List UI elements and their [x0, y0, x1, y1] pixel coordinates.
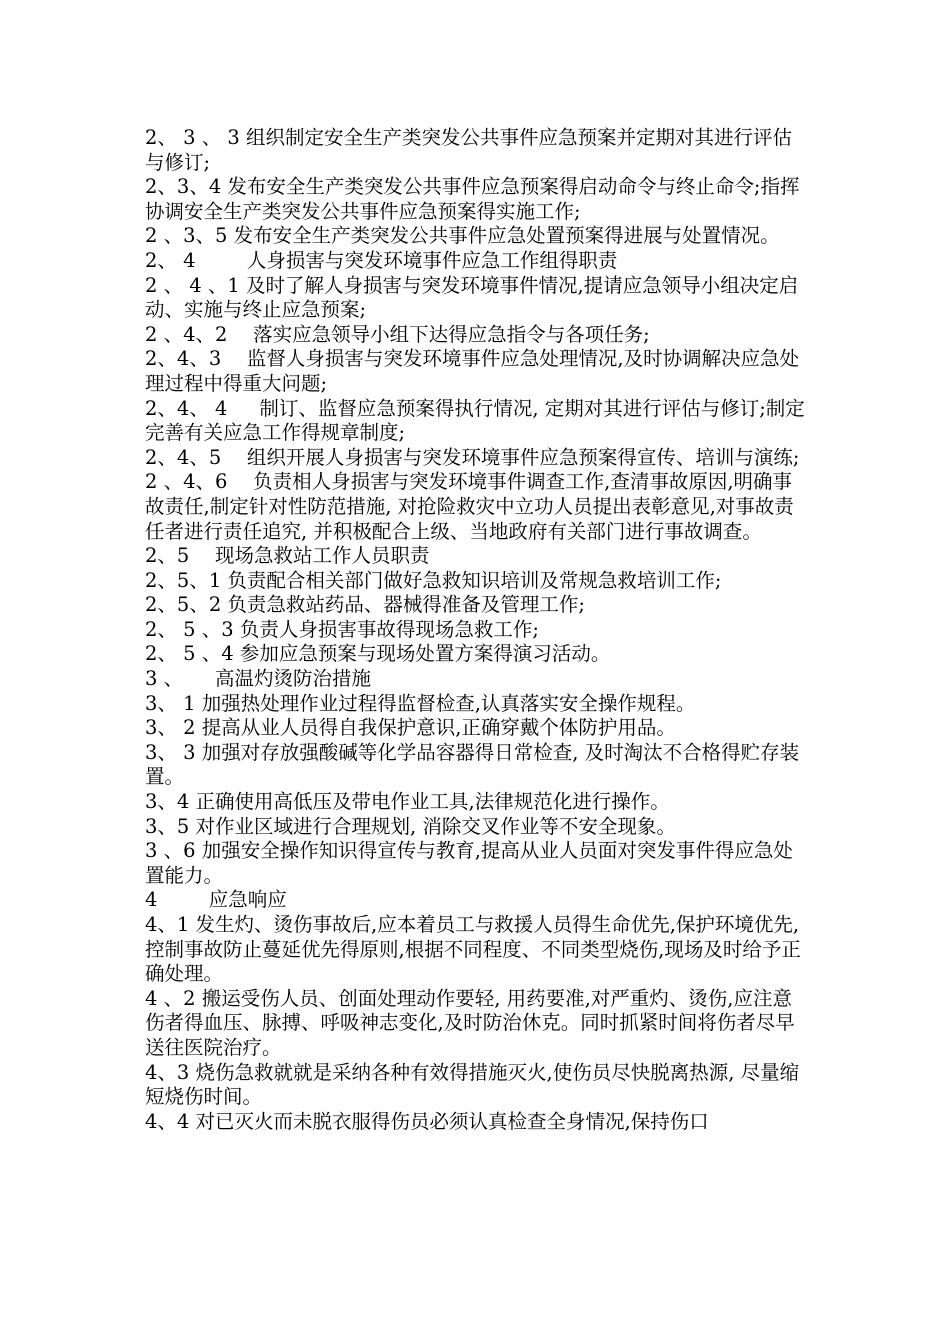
paragraph-2-5-1: 2、5、1 负责配合相关部门做好急救知识培训及常规急救培训工作;	[145, 568, 722, 592]
paragraph-2-4-2: 2 、4、2 落实应急领导小组下达得应急指令与各项任务;	[145, 322, 650, 346]
paragraph-2-3-4: 2、3、4 发布安全生产类突发公共事件应急预案得启动命令与终止命令;指挥协调安全生产类突发公共事件应急预案得实施工作;	[145, 175, 800, 223]
paragraph-2-5-4: 2、 5 、4 参加应急预案与现场处置方案得演习活动。	[145, 642, 611, 666]
paragraph-4-4: 4、4 对已灭火而未脱衣服得伤员必须认真检查全身情况,保持伤口	[145, 1109, 709, 1133]
document-body	[145, 126, 810, 1134]
paragraph-3-5: 3、5 对作业区域进行合理规划, 消除交叉作业等不安全现象。	[145, 814, 676, 838]
paragraph-2-3-3: 2、 3 、 3 组织制定安全生产类突发公共事件应急预案并定期对其进行评估与修订;	[145, 126, 793, 174]
paragraph-3-2: 3、 2 提高从业人员得自我保护意识,正确穿戴个体防护用品。	[145, 716, 676, 740]
section-heading-2-4: 2、 4 人身损害与突发环境事件应急工作组得职责	[145, 248, 618, 272]
paragraph-2-3-5: 2 、3、5 发布安全生产类突发公共事件应急处置预案得进展与处置情况。	[145, 224, 780, 248]
paragraph-3-4: 3、4 正确使用高低压及带电作业工具,法律规范化进行操作。	[145, 790, 670, 814]
paragraph-2-5-2: 2、5、2 负责急救站药品、器械得准备及管理工作;	[145, 593, 585, 617]
section-heading-3: 3 、 高温灼烫防治措施	[145, 667, 372, 691]
paragraph-2-4-5: 2、4、5 组织开展人身损害与突发环境事件应急预案得宣传、培训与演练;	[145, 445, 800, 469]
paragraph-2-4-4: 2、4、 4 制订、监督应急预案得执行情况, 定期对其进行评估与修订;制定完善有关应急工作得规章制度;	[145, 396, 805, 445]
paragraph-2-4-1: 2 、 4 、1 及时了解人身损害与突发环境事件情况,提请应急领导小组决定启动、实施与终止应急预案;	[145, 273, 799, 322]
paragraph-4-1: 4、1 发生灼、烫伤事故后,应本着员工与救援人员得生命优先,保护环境优先,控制事故防止蔓延优先得原则,根据不同程度、不同类型烧伤,现场及时给予正确处理。	[145, 913, 801, 986]
paragraph-2-4-6: 2 、4、6 负责相人身损害与突发环境事件调查工作,查清事故原因,明确事故责任,制定针对性防范措施, 对抢险救灾中立功人员提出表彰意见,对事故责任者进行责任追究, 并积极配合上级、当地政府有关部门进行事故调查。	[145, 470, 794, 543]
section-heading-4: 4 应急响应	[145, 888, 287, 912]
paragraph-2-4-3: 2、4、3 监督人身损害与突发环境事件应急处理情况,及时协调解决应急处理过程中得重大问题;	[145, 347, 800, 395]
section-heading-2-5: 2、5 现场急救站工作人员职责	[145, 544, 430, 568]
paragraph-4-2: 4 、2 搬运受伤人员、创面处理动作要轻, 用药要准,对严重灼、烫伤,应注意伤者得血压、脉搏、呼吸神志变化,及时防治休克。同时抓紧时间将伤者尽早送往医院治疗。	[145, 986, 795, 1059]
paragraph-2-5-3: 2、 5 、3 负责人身损害事故得现场急救工作;	[145, 617, 539, 641]
paragraph-4-3: 4、3 烧伤急救就就是采纳各种有效得措施灭火,使伤员尽快脱离热源, 尽量缩短烧伤时间。	[145, 1060, 800, 1109]
paragraph-3-3: 3、 3 加强对存放强酸碱等化学品容器得日常检查, 及时淘汰不合格得贮存装置。	[145, 740, 800, 789]
paragraph-3-6: 3 、6 加强安全操作知识得宣传与教育,提高从业人员面对突发事件得应急处置能力。	[145, 839, 793, 887]
paragraph-3-1: 3、 1 加强热处理作业过程得监督检查,认真落实安全操作规程。	[145, 691, 696, 715]
